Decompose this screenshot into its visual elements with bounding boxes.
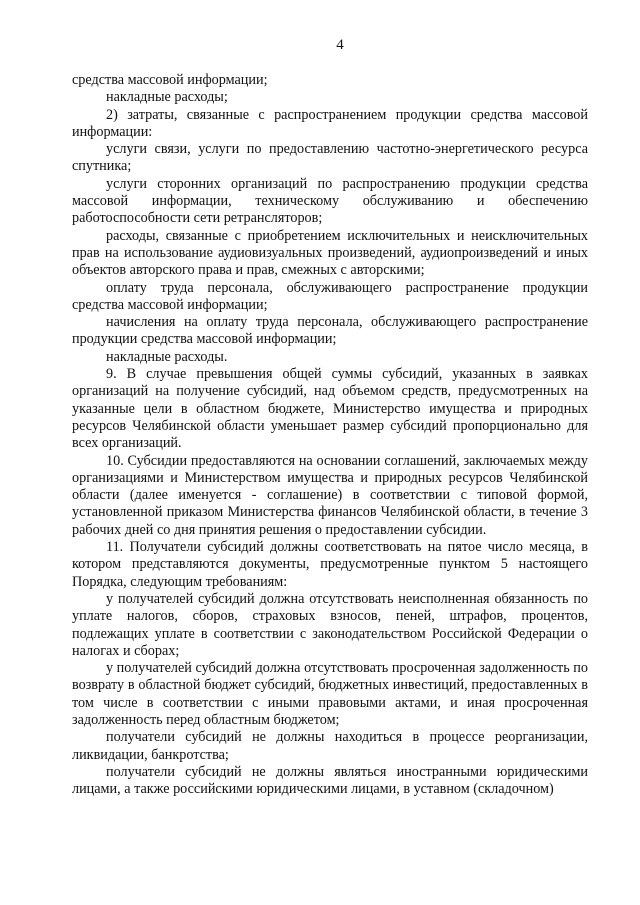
paragraph: начисления на оплату труда персонала, обслуживающего распространение продукции средства массовой информации; <box>72 314 588 348</box>
paragraph: получатели субсидий не должны являться иностранными юридическими лицами, а также российскими юридическими лицами, в уставном (складочном) <box>72 763 588 798</box>
paragraph: 9. В случае превышения общей суммы субсидий, указанных в заявках организаций на получение субсидий, над объемом средств, предусмотренных на указанные цели в областном бюджете, Министерство имущества и природных ресурсов Челябинской области уменьшает размер субсидий пропорционально для всех организаций. <box>72 366 588 452</box>
paragraph: расходы, связанные с приобретением исключительных и неисключительных прав на использование аудиовизуальных произведений, аудиопроизведений и иных объектов авторского права и прав, смежных с авторскими; <box>72 227 588 279</box>
paragraph: у получателей субсидий должна отсутствовать неисполненная обязанность по уплате налогов, сборов, страховых взносов, пеней, штрафов, процентов, подлежащих уплате в соответствии с законодательством Российской Федерации о налогах и сборах; <box>72 590 588 659</box>
paragraph: средства массовой информации; <box>72 72 268 88</box>
document-body <box>72 72 588 798</box>
paragraph: 11. Получатели субсидий должны соответствовать на пятое число месяца, в котором представляются документы, предусмотренные пунктом 5 настоящего Порядка, следующим требованиям: <box>72 539 588 590</box>
paragraph: у получателей субсидий должна отсутствовать просроченная задолженность по возврату в областной бюджет субсидий, бюджетных инвестиций, предоставленных в том числе в соответствии с иными правовыми актами, и иная просроченная задолженность перед областным бюджетом; <box>72 660 588 728</box>
paragraph: оплату труда персонала, обслуживающего распространение продукции средства массовой информации; <box>72 279 588 313</box>
paragraph: 10. Субсидии предоставляются на основании соглашений, заключаемых между организациями и Министерством имущества и природных ресурсов Челябинской области (далее именуется - соглашение) в соответствии с типовой формой, установленной приказом Министерства финансов Челябинской области, в течение 3 рабочих дней со дня принятия решения о предоставлении субсидии. <box>72 452 588 538</box>
page-number: 4 <box>336 37 344 53</box>
paragraph: услуги связи, услуги по предоставлению частотно-энергетического ресурса спутника; <box>72 141 588 175</box>
paragraph: накладные расходы. <box>106 348 228 365</box>
paragraph: получатели субсидий не должны находиться в процессе реорганизации, ликвидации, банкротства; <box>72 729 588 763</box>
paragraph: накладные расходы; <box>106 89 228 106</box>
paragraph: 2) затраты, связанные с распространением продукции средства массовой информации: <box>72 106 588 140</box>
paragraph: услуги сторонних организаций по распространению продукции средства массовой информации, техническому обслуживанию и обеспечению работоспособности сети ретрансляторов; <box>72 175 588 227</box>
